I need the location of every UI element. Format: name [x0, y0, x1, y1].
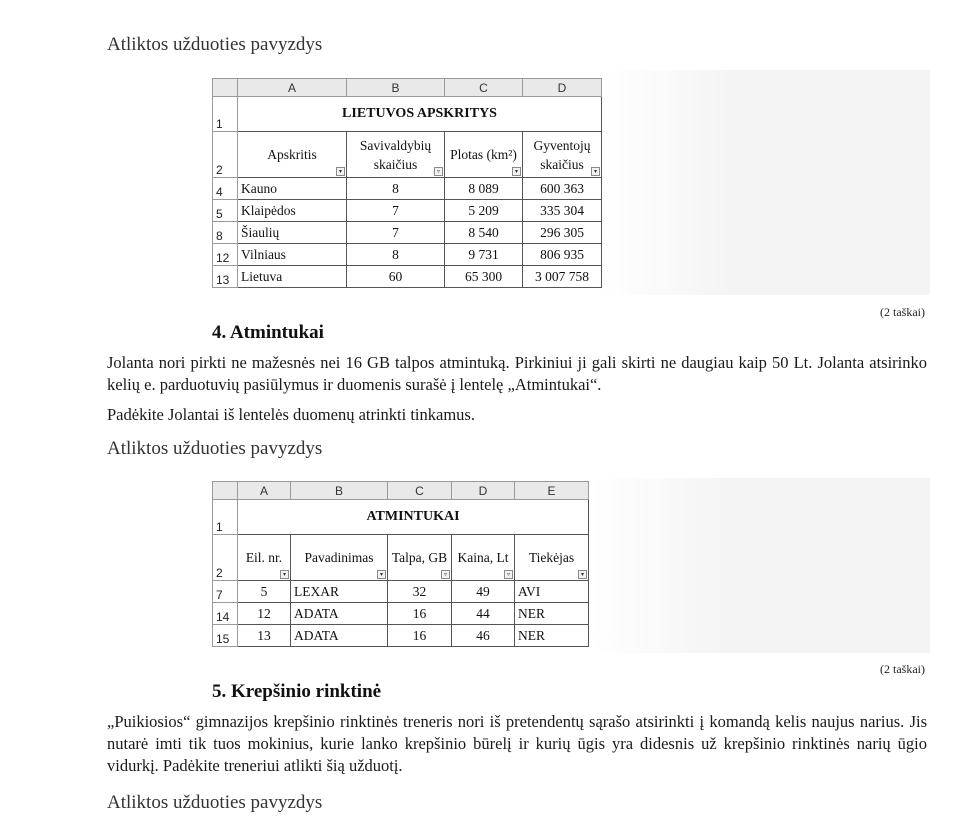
cell-eil-nr[interactable]: 13 — [238, 625, 291, 647]
cell-gyventojai[interactable]: 600 363 — [523, 178, 602, 200]
table-row — [213, 625, 589, 647]
column-header-c[interactable]: C — [388, 482, 452, 500]
title-row — [213, 500, 589, 535]
cell-talpa[interactable]: 16 — [388, 625, 452, 647]
header-pavadinimas — [291, 535, 388, 581]
column-header-e[interactable]: E — [515, 482, 589, 500]
cell-plotas[interactable]: 8 089 — [445, 178, 523, 200]
table-title: ATMINTUKAI — [238, 500, 589, 535]
header-label: Pavadinimas — [304, 550, 374, 565]
row-number[interactable]: 15 — [213, 625, 238, 647]
cell-savivaldybes[interactable]: 7 — [347, 200, 445, 222]
filter-dropdown-icon[interactable]: ▾ — [336, 167, 345, 176]
example-heading-1: Atliktos užduoties pavyzdys — [107, 34, 323, 55]
column-header-a[interactable]: A — [238, 79, 347, 97]
row-number[interactable]: 1 — [213, 97, 238, 132]
cell-plotas[interactable]: 5 209 — [445, 200, 523, 222]
row-number[interactable]: 5 — [213, 200, 238, 222]
header-eil-nr — [238, 535, 291, 581]
table-row — [213, 244, 602, 266]
cell-savivaldybes[interactable]: 7 — [347, 222, 445, 244]
table-row — [213, 603, 589, 625]
column-header-b[interactable]: B — [347, 79, 445, 97]
cell-apskritis[interactable]: Šiaulių — [238, 222, 347, 244]
table-row — [213, 178, 602, 200]
cell-talpa[interactable]: 32 — [388, 581, 452, 603]
cell-pavadinimas[interactable]: ADATA — [291, 603, 388, 625]
shade-area-2 — [590, 478, 930, 653]
cell-kaina[interactable]: 46 — [452, 625, 515, 647]
points-label: (2 taškai) — [880, 305, 925, 319]
task-5-title: 5. Krepšinio rinktinė — [212, 681, 382, 702]
row-number[interactable]: 1 — [213, 500, 238, 535]
cell-apskritis[interactable]: Vilniaus — [238, 244, 347, 266]
filter-dropdown-icon[interactable]: ▾ — [578, 570, 587, 579]
cell-kaina[interactable]: 44 — [452, 603, 515, 625]
header-talpa — [388, 535, 452, 581]
column-header-row — [213, 482, 589, 500]
header-gyventoju-skaicius — [523, 132, 602, 178]
cell-eil-nr[interactable]: 12 — [238, 603, 291, 625]
column-header-d[interactable]: D — [452, 482, 515, 500]
row-number[interactable]: 14 — [213, 603, 238, 625]
cell-gyventojai[interactable]: 3 007 758 — [523, 266, 602, 288]
column-header-d[interactable]: D — [523, 79, 602, 97]
filter-active-icon[interactable]: ▿ — [504, 570, 513, 579]
cell-eil-nr[interactable]: 5 — [238, 581, 291, 603]
task-4-paragraph: Jolanta nori pirkti ne mažesnės nei 16 GB talpos atmintuką. Pirkiniui ji gali skirti ne daugiau kaip 50 Lt. Jolanta atsirinko kelių e. parduotuvių pasiūlymus ir duomenis surašė į lentelę „Atmintukai“. — [107, 353, 927, 394]
task-4-instruction: Padėkite Jolantai iš lentelės duomenų atrinkti tinkamus. — [107, 405, 475, 424]
cell-savivaldybes[interactable]: 8 — [347, 178, 445, 200]
cell-pavadinimas[interactable]: LEXAR — [291, 581, 388, 603]
cell-plotas[interactable]: 65 300 — [445, 266, 523, 288]
cell-apskritis[interactable]: Klaipėdos — [238, 200, 347, 222]
cell-savivaldybes[interactable]: 8 — [347, 244, 445, 266]
header-label: Tiekėjas — [528, 550, 575, 565]
filter-active-icon[interactable]: ▿ — [441, 570, 450, 579]
row-number[interactable]: 12 — [213, 244, 238, 266]
table-row — [213, 266, 602, 288]
filter-dropdown-icon[interactable]: ▾ — [280, 570, 289, 579]
header-savivaldybiu-skaicius — [347, 132, 445, 178]
column-header-a[interactable]: A — [238, 482, 291, 500]
column-header-row — [213, 79, 602, 97]
cell-apskritis[interactable]: Kauno — [238, 178, 347, 200]
cell-talpa[interactable]: 16 — [388, 603, 452, 625]
column-header-c[interactable]: C — [445, 79, 523, 97]
row-number[interactable]: 8 — [213, 222, 238, 244]
cell-tiekejas[interactable]: AVI — [515, 581, 589, 603]
header-plotas — [445, 132, 523, 178]
table-title: LIETUVOS APSKRITYS — [238, 97, 602, 132]
header-row — [213, 132, 602, 178]
table-atmintukai — [212, 481, 589, 647]
header-label: Talpa, GB — [391, 550, 448, 565]
points-label: (2 taškai) — [880, 662, 925, 676]
header-label: Savivaldybių skaičius — [359, 137, 432, 172]
header-tiekejas — [515, 535, 589, 581]
table-row — [213, 581, 589, 603]
cell-gyventojai[interactable]: 806 935 — [523, 244, 602, 266]
task-5-paragraph: „Puikiosios“ gimnazijos krepšinio rinktinės treneris nori iš pretendentų sąrašo atsirinkti į komandą kelis naujus narius. Jis nutarė imti tik tuos mokinius, kurie lanko krepšinio būrelį ir kurių ūgis yra didesnis už krepšinio rinktinės narių ūgio vidurkį. Padėkite treneriui atlikti šią užduotį. — [107, 712, 927, 775]
cell-plotas[interactable]: 8 540 — [445, 222, 523, 244]
title-row — [213, 97, 602, 132]
table-lietuvos-apskritys — [212, 78, 602, 288]
row-number[interactable]: 4 — [213, 178, 238, 200]
header-label: Plotas (km²) — [450, 147, 517, 162]
cell-plotas[interactable]: 9 731 — [445, 244, 523, 266]
table-row — [213, 200, 602, 222]
cell-pavadinimas[interactable]: ADATA — [291, 625, 388, 647]
cell-tiekejas[interactable]: NER — [515, 625, 589, 647]
cell-savivaldybes[interactable]: 60 — [347, 266, 445, 288]
cell-gyventojai[interactable]: 296 305 — [523, 222, 602, 244]
filter-dropdown-icon[interactable]: ▾ — [377, 570, 386, 579]
filter-dropdown-icon[interactable]: ▾ — [512, 167, 521, 176]
row-number[interactable]: 2 — [213, 535, 238, 581]
header-label: Gyventojų skaičius — [533, 137, 591, 172]
example-heading-3: Atliktos užduoties pavyzdys — [107, 792, 323, 813]
cell-gyventojai[interactable]: 335 304 — [523, 200, 602, 222]
column-header-b[interactable]: B — [291, 482, 388, 500]
select-all-corner[interactable] — [213, 482, 238, 500]
header-label: Kaina, Lt — [457, 550, 509, 565]
row-number[interactable]: 13 — [213, 266, 238, 288]
row-number[interactable]: 7 — [213, 581, 238, 603]
header-apskritis — [238, 132, 347, 178]
shade-area-1 — [600, 70, 930, 295]
filter-dropdown-icon[interactable]: ▾ — [591, 167, 600, 176]
cell-apskritis[interactable]: Lietuva — [238, 266, 347, 288]
header-label: Eil. nr. — [245, 550, 283, 565]
header-label: Apskritis — [267, 147, 317, 162]
task-4-title: 4. Atmintukai — [212, 322, 324, 343]
row-number[interactable]: 2 — [213, 132, 238, 178]
select-all-corner[interactable] — [213, 79, 238, 97]
table-row — [213, 222, 602, 244]
cell-tiekejas[interactable]: NER — [515, 603, 589, 625]
cell-kaina[interactable]: 49 — [452, 581, 515, 603]
header-kaina — [452, 535, 515, 581]
example-heading-2: Atliktos užduoties pavyzdys — [107, 438, 323, 459]
filter-active-icon[interactable]: ▿ — [434, 167, 443, 176]
header-row — [213, 535, 589, 581]
